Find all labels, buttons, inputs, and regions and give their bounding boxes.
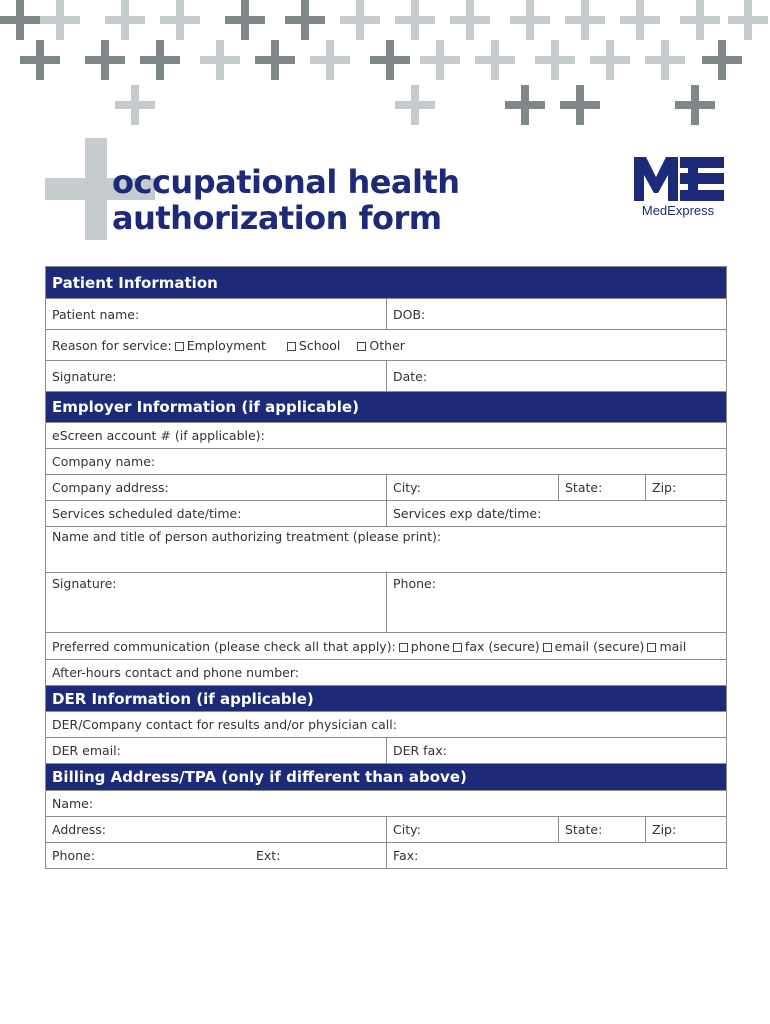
plus-icon <box>510 0 550 40</box>
billing-zip-field[interactable]: Zip: <box>645 817 726 842</box>
plus-icon <box>285 0 325 40</box>
plus-icon <box>560 85 600 125</box>
plus-icon <box>565 0 605 40</box>
preferred-label: Preferred communication (please check all that apply): <box>52 638 396 654</box>
checkbox-icon <box>453 643 462 652</box>
der-email-field[interactable]: DER email: <box>52 743 121 758</box>
billing-phone-field[interactable]: Phone: <box>52 848 95 863</box>
decorative-plus-pattern <box>0 0 770 140</box>
checkbox-other[interactable]: Other <box>354 338 405 353</box>
plus-icon <box>505 85 545 125</box>
company-zip-field[interactable]: Zip: <box>645 475 726 500</box>
section-header-der: DER Information (if applicable) <box>46 686 726 712</box>
services-scheduled-field[interactable]: Services scheduled date/time: <box>52 506 242 521</box>
title-line-1: occupational health <box>112 163 460 201</box>
title-line-2: authorization form <box>112 199 442 237</box>
services-exp-field[interactable]: Services exp date/time: <box>386 501 726 526</box>
plus-icon <box>395 85 435 125</box>
reason-label: Reason for service: <box>52 337 172 353</box>
checkbox-icon <box>543 643 552 652</box>
plus-icon <box>160 0 200 40</box>
checkbox-email[interactable]: email (secure) <box>540 639 645 654</box>
plus-icon <box>310 40 350 80</box>
checkbox-school[interactable]: School <box>284 338 341 353</box>
after-hours-contact-field[interactable]: After-hours contact and phone number: <box>52 665 299 680</box>
employer-signature-field[interactable]: Signature: <box>52 576 117 591</box>
section-header-employer: Employer Information (if applicable) <box>46 392 726 423</box>
checkbox-mail[interactable]: mail <box>644 639 686 654</box>
billing-ext-field[interactable]: Ext: <box>256 848 281 863</box>
plus-icon <box>450 0 490 40</box>
plus-icon <box>420 40 460 80</box>
billing-city-field[interactable]: City: <box>386 817 558 842</box>
plus-icon <box>620 0 660 40</box>
plus-icon <box>140 40 180 80</box>
patient-date-field[interactable]: Date: <box>386 361 726 391</box>
plus-icon <box>370 40 410 80</box>
billing-state-field[interactable]: State: <box>558 817 645 842</box>
plus-icon <box>20 40 60 80</box>
billing-name-field[interactable]: Name: <box>52 796 94 811</box>
plus-icon <box>675 85 715 125</box>
plus-icon <box>728 0 768 40</box>
checkbox-icon <box>357 342 366 351</box>
checkbox-icon <box>175 342 184 351</box>
der-fax-field[interactable]: DER fax: <box>386 738 726 763</box>
logo-wordmark: MedExpress <box>641 203 715 218</box>
company-city-field[interactable]: City: <box>386 475 558 500</box>
preferred-communication-row <box>46 633 726 659</box>
plus-icon <box>115 85 155 125</box>
plus-icon <box>0 0 40 40</box>
patient-name-field[interactable]: Patient name: <box>52 306 140 322</box>
plus-icon <box>645 40 685 80</box>
company-state-field[interactable]: State: <box>558 475 645 500</box>
dob-field[interactable]: DOB: <box>386 299 726 329</box>
employer-phone-field[interactable]: Phone: <box>386 573 726 632</box>
section-header-patient: Patient Information <box>46 267 726 299</box>
authorization-form <box>45 266 727 869</box>
reason-for-service-row <box>46 330 726 360</box>
checkbox-icon <box>647 643 656 652</box>
billing-address-field[interactable]: Address: <box>52 822 106 837</box>
plus-icon <box>255 40 295 80</box>
company-address-field[interactable]: Company address: <box>52 480 169 495</box>
checkbox-fax[interactable]: fax (secure) <box>450 639 540 654</box>
escreen-account-field[interactable]: eScreen account # (if applicable): <box>52 428 265 443</box>
checkbox-employment[interactable]: Employment <box>172 338 266 353</box>
plus-icon <box>702 40 742 80</box>
checkbox-icon <box>399 643 408 652</box>
page-title <box>112 164 460 236</box>
plus-icon <box>475 40 515 80</box>
plus-icon <box>340 0 380 40</box>
plus-icon <box>85 40 125 80</box>
plus-icon <box>105 0 145 40</box>
company-name-field[interactable]: Company name: <box>52 454 156 469</box>
plus-icon <box>535 40 575 80</box>
plus-icon <box>200 40 240 80</box>
plus-icon <box>590 40 630 80</box>
checkbox-icon <box>287 342 296 351</box>
plus-icon <box>40 0 80 40</box>
der-contact-field[interactable]: DER/Company contact for results and/or physician call: <box>52 717 397 732</box>
plus-icon <box>680 0 720 40</box>
checkbox-phone[interactable]: phone <box>396 639 450 654</box>
plus-icon <box>395 0 435 40</box>
authorizer-name-field[interactable]: Name and title of person authorizing treatment (please print): <box>52 529 442 544</box>
billing-fax-field[interactable]: Fax: <box>386 843 726 868</box>
plus-icon <box>225 0 265 40</box>
patient-signature-field[interactable]: Signature: <box>52 368 117 384</box>
section-header-billing: Billing Address/TPA (only if different than above) <box>46 764 726 791</box>
